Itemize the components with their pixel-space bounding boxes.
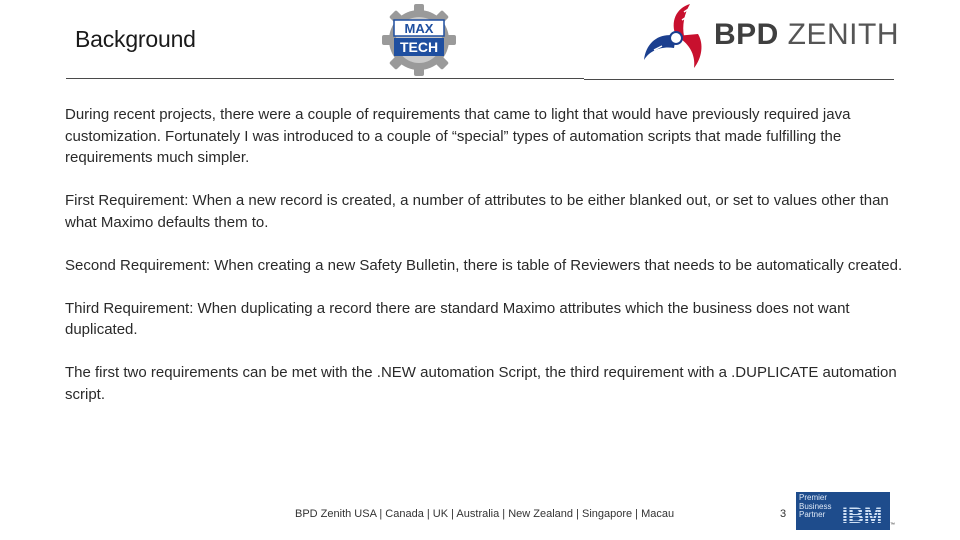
paragraph-first-requirement: First Requirement: When a new record is created, a number of attributes to be either blanked out, or set to values other than what Maximo defaults them to. <box>65 192 889 231</box>
paragraph-summary: The first two requirements can be met with the .NEW automation Script, the third requirement with a .DUPLICATE automation script. <box>65 364 897 403</box>
flag-swirl-icon <box>644 4 701 68</box>
bpd-zenith-logo-mark <box>640 2 712 70</box>
bpd-wordmark-light: ZENITH <box>778 18 900 51</box>
ibm-partner-badge <box>796 492 890 530</box>
ibm-badge-text: Premier Business Partner <box>799 493 832 519</box>
maxtech-logo <box>382 4 456 76</box>
maxtech-logo-line1: MAX <box>404 21 434 36</box>
paragraph-second-requirement: Second Requirement: When creating a new Safety Bulletin, there is table of Reviewers that needs to be automatically created. <box>65 256 903 274</box>
header-divider-right <box>584 79 894 80</box>
slide-body <box>65 104 915 427</box>
page-number: 3 <box>780 508 787 520</box>
trademark-mark: ™ <box>890 522 895 528</box>
slide-title: Background <box>75 26 196 52</box>
ibm-logo-icon <box>838 501 886 527</box>
bpd-zenith-wordmark <box>714 18 899 52</box>
ibm-logo-text: IBM <box>841 503 883 527</box>
footer-locations: BPD Zenith USA | Canada | UK | Australia | New Zealand | Singapore | Macau <box>295 508 675 520</box>
paragraph-intro: During recent projects, there were a couple of requirements that came to light that would have previously required java customization. Fortunately I was introduced to a couple of “special” types of automation scripts that made fulfilling the requirements much simpler. <box>65 106 851 166</box>
paragraph-third-requirement: Third Requirement: When duplicating a record there are standard Maximo attributes which the business does not want duplicated. <box>65 299 850 338</box>
maxtech-logo-line2: TECH <box>399 39 439 55</box>
header-divider-left <box>66 78 584 79</box>
bpd-wordmark-bold: BPD <box>714 18 779 51</box>
